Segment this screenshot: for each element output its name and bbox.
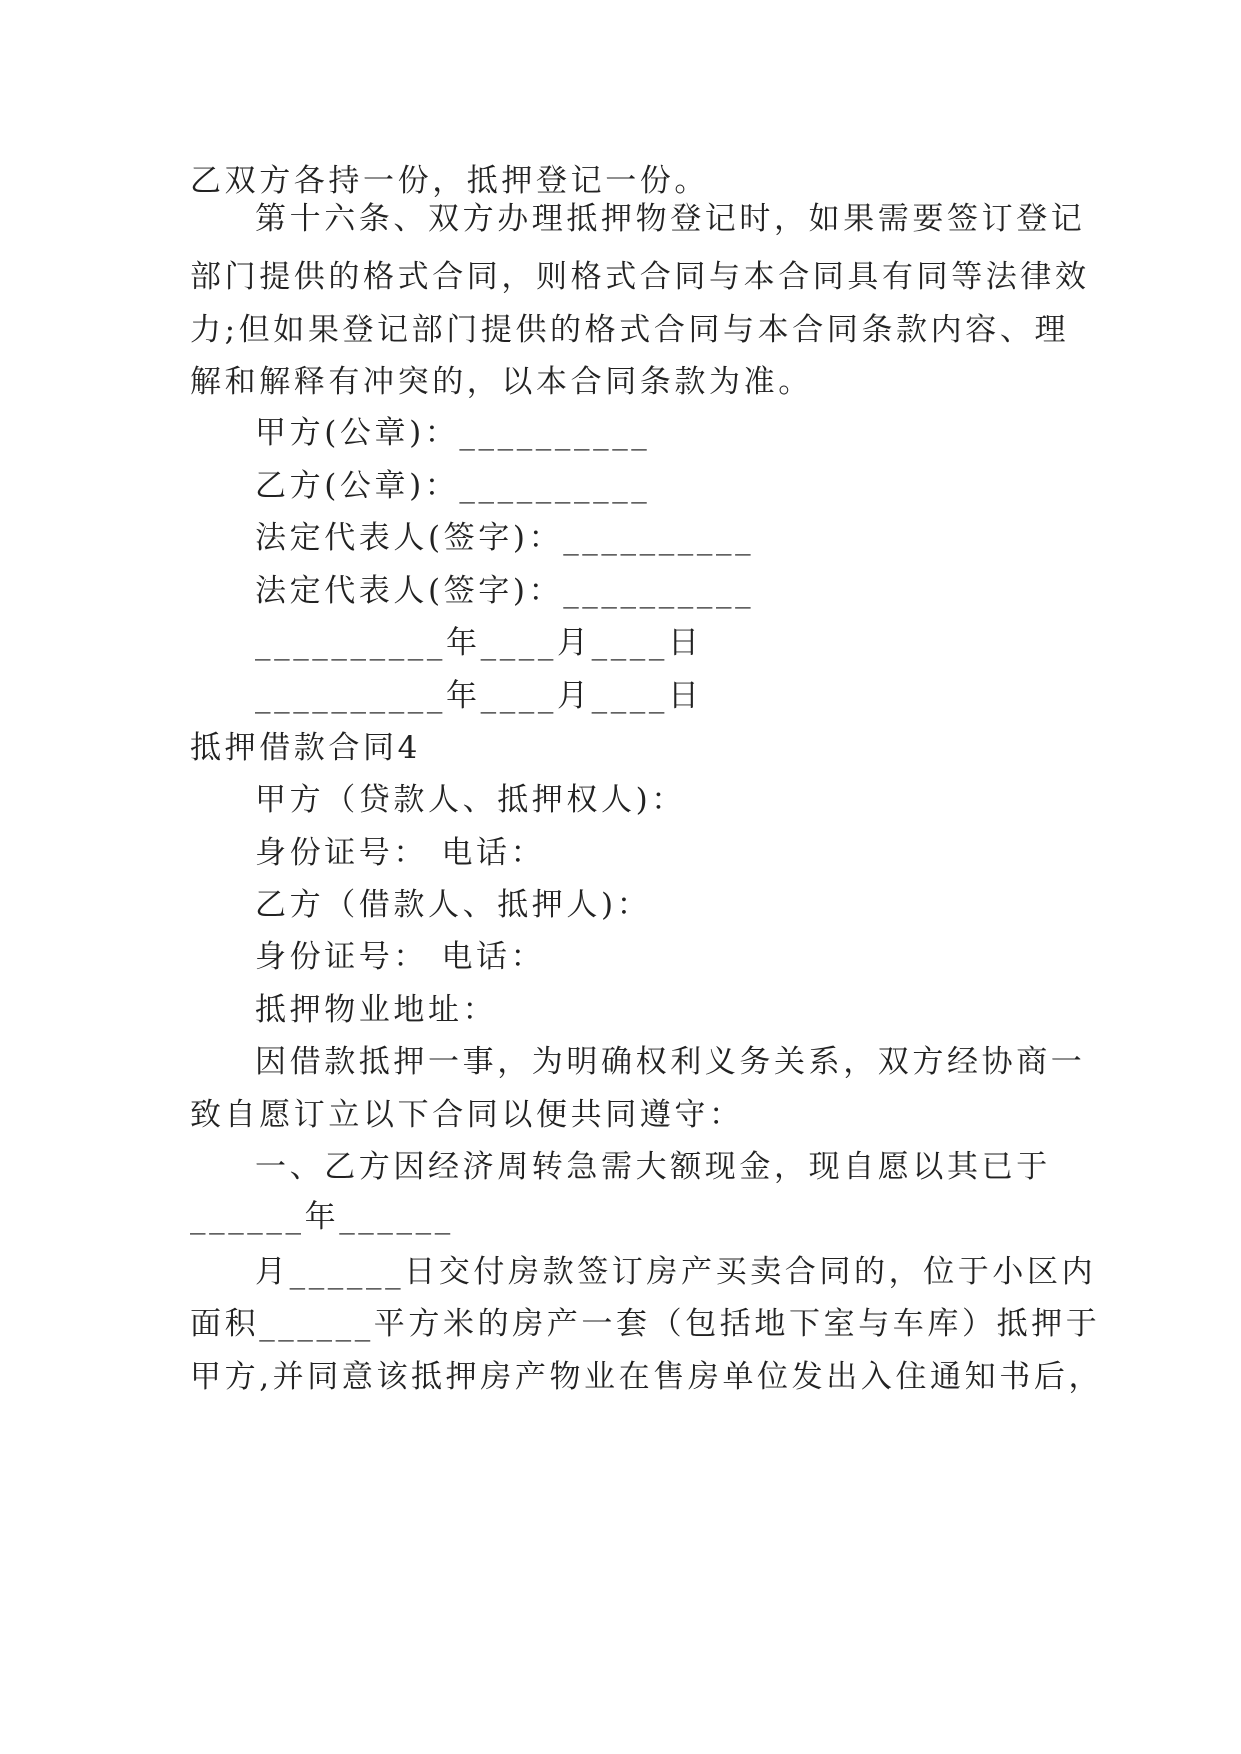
text-line: 力;但如果登记部门提供的格式合同与本合同条款内容、理 bbox=[190, 312, 1070, 348]
legal-rep-signature-line: 法定代表人(签字)：__________ bbox=[255, 520, 755, 556]
clause-16-text: 第十六条、双方办理抵押物登记时，如果需要签订登记 bbox=[255, 201, 1086, 237]
text-line: 甲方,并同意该抵押房产物业在售房单位发出入住通知书后， bbox=[190, 1359, 1104, 1395]
contract-title: 抵押借款合同4 bbox=[190, 730, 421, 766]
text-line: ______年______ bbox=[190, 1199, 454, 1235]
party-a-seal-line: 甲方(公章)：__________ bbox=[255, 415, 651, 451]
text-line: 部门提供的格式合同，则格式合同与本合同具有同等法律效 bbox=[190, 259, 1090, 295]
text-line: 乙双方各持一份，抵押登记一份。 bbox=[190, 163, 709, 199]
date-line: __________年____月____日 bbox=[255, 678, 703, 714]
date-line: __________年____月____日 bbox=[255, 625, 703, 661]
text-line: 致自愿订立以下合同以便共同遵守： bbox=[190, 1097, 744, 1133]
preamble-text: 因借款抵押一事，为明确权利义务关系，双方经协商一 bbox=[255, 1044, 1086, 1080]
property-address-line: 抵押物业地址： bbox=[255, 992, 498, 1028]
text-line: 解和解释有冲突的，以本合同条款为准。 bbox=[190, 364, 813, 400]
party-b-seal-line: 乙方(公章)：__________ bbox=[255, 468, 651, 504]
party-a-line: 甲方（贷款人、抵押权人)： bbox=[255, 782, 686, 818]
text-line: 面积______平方米的房产一套（包括地下室与车库）抵押于 bbox=[190, 1306, 1101, 1342]
legal-rep-signature-line: 法定代表人(签字)：__________ bbox=[255, 573, 755, 609]
id-phone-line: 身份证号： 电话： bbox=[255, 835, 546, 871]
text-line: 月______日交付房款签订房产买卖合同的，位于小区内 bbox=[255, 1254, 1097, 1290]
id-phone-line: 身份证号： 电话： bbox=[255, 939, 546, 975]
party-b-line: 乙方（借款人、抵押人)： bbox=[255, 887, 652, 923]
clause-1-text: 一、乙方因经济周转急需大额现金，现自愿以其已于 bbox=[255, 1149, 1051, 1185]
